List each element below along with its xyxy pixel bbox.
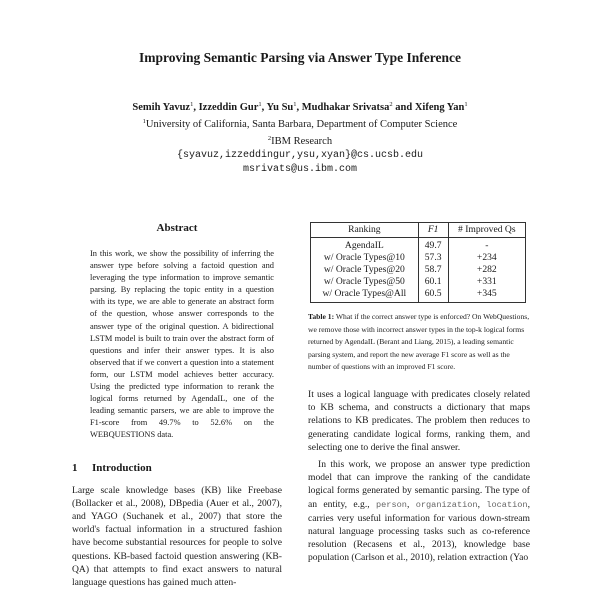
caption-label: Table 1:	[308, 312, 335, 321]
table-header-row	[311, 223, 526, 238]
table-caption	[308, 311, 530, 374]
cell-ranking: w/ Oracle Types@20	[311, 264, 419, 276]
table-row	[311, 238, 526, 253]
right-body-text	[308, 388, 530, 565]
author-sup: 1	[190, 101, 194, 108]
cell-improved: +282	[448, 264, 525, 276]
affiliation-line	[0, 132, 600, 149]
table-row	[311, 264, 526, 276]
cell-improved: -	[448, 238, 525, 253]
affiliation-sup: 2	[267, 135, 272, 142]
author-name: Izzeddin Gur	[198, 102, 259, 113]
cell-ranking: w/ Oracle Types@50	[311, 276, 419, 288]
table-row	[311, 276, 526, 288]
abstract-text: In this work, we show the possibility of inferring the answer type before solving a factoid question and leveraging the type information to improve semantic parsing. By replacing the topic entity in a question with its type, we are able to generate an abstract form of the question, whose answer corresponds to the answer type of the original question. A bidirectional LSTM model is built to train over the abstract form of questions and infer their answer types. It is also observed that if we convert a question into a statement form, our LSTM model achieves better accuracy. Using the predicted type information to rerank the logical forms returned by AgendaIL, one of the leading semantic parsers, we are able to improve the F1-score from 49.7% to 52.6% on the WEBQUESTIONS data.	[90, 249, 274, 440]
intro-text: Large scale knowledge bases (KB) like Freebase (Bollacker et al., 2008), DBpedia (Auer et al., 2007), and YAGO (Suchanek et al., 2007) that store the world's factual information in a structured fashion have become substantial resources for people to solve questions. KB-based factoid question answering (KB-QA) that attempts to find exact answers to natural language questions has gained much atten-	[72, 484, 282, 588]
cell-f1: 49.7	[418, 238, 448, 253]
author-sep: ,	[261, 102, 267, 113]
cell-ranking: w/ Oracle Types@10	[311, 252, 419, 264]
author-sup: 2	[389, 101, 393, 108]
header-improved: # Improved Qs	[448, 223, 525, 238]
email-line: msrivats@us.ibm.com	[242, 164, 358, 175]
results-table	[310, 222, 526, 303]
paragraph: It uses a logical language with predicates closely related to KB schema, and constructs a dictionary that maps relations to KB predicates. The problem then reduces to generating candidate logical forms, ranking them, and selecting one to derive the final answer.	[308, 388, 530, 453]
author-sup: 1	[258, 101, 262, 108]
author-sup: 1	[293, 101, 297, 108]
author-sep: and	[392, 102, 415, 113]
cell-ranking: w/ Oracle Types@All	[311, 288, 419, 303]
affiliation-text: University of California, Santa Barbara, Department of Computer Science	[145, 119, 458, 130]
paragraph: In this work, we propose an answer type prediction model that can improve the ranking of the candidate logical forms generated by semantic parsing. The type of an entity, e.g., person, organization, location, carries very useful information for various down-stream natural language processing tasks such as co-reference resolution (Recasens et al., 2013), knowledge base population (Carlson et al., 2010), relation extraction (Yao	[308, 458, 530, 564]
caption-text: What if the correct answer type is enforced? On WebQuestions, we remove those with incorrect answer types in the top-k logical forms returned by AgendaIL (Berant and Liang, 2015), a leading semantic parsing system, and report the new average F1 score as well as the number of questions with an improved F1 score.	[308, 312, 530, 372]
author-block	[0, 98, 600, 177]
cell-f1: 58.7	[418, 264, 448, 276]
section-number: 1	[72, 461, 78, 474]
header-ranking: Ranking	[311, 223, 419, 238]
table-row	[311, 288, 526, 303]
header-f1: F1	[418, 223, 448, 238]
author-sep: ,	[193, 102, 199, 113]
paragraph-text: In this work, we propose an answer type prediction model that can improve the ranking of the candidate logical forms generated by semantic parsing. The type of an entity, e.g.,	[308, 458, 530, 510]
author-name: Xifeng Yan	[414, 102, 465, 113]
author-name: Semih Yavuz	[132, 102, 191, 113]
affiliation-line	[0, 115, 600, 132]
affiliation-text: IBM Research	[271, 136, 333, 147]
type-term: location	[486, 499, 528, 510]
table-row	[311, 252, 526, 264]
section-title: Introduction	[92, 461, 152, 474]
cell-improved: +331	[448, 276, 525, 288]
section-heading	[72, 462, 282, 474]
cell-f1: 60.5	[418, 288, 448, 303]
email-line: {syavuz,izzeddingur,ysu,xyan}@cs.ucsb.edu	[176, 150, 424, 161]
cell-ranking: AgendaIL	[311, 238, 419, 253]
cell-f1: 57.3	[418, 252, 448, 264]
author-name: Yu Su	[266, 102, 294, 113]
left-column	[72, 222, 282, 589]
type-term: organization	[415, 499, 478, 510]
abstract-heading: Abstract	[156, 222, 198, 234]
paragraph-text: , carries very useful information for various down-stream natural language processing tasks such as co-reference resolution (Recasens et al., 2013), knowledge base population (Carlson et al., 2010), relation extraction (Yao	[308, 498, 530, 564]
cell-improved: +345	[448, 288, 525, 303]
author-sep: ,	[296, 102, 302, 113]
author-name: Mudhakar Srivatsa	[301, 102, 390, 113]
paper-title: Improving Semantic Parsing via Answer Type Inference	[138, 50, 461, 65]
cell-f1: 60.1	[418, 276, 448, 288]
affiliation-sup: 1	[142, 118, 146, 125]
right-column	[308, 222, 530, 565]
author-names	[0, 98, 600, 115]
cell-improved: +234	[448, 252, 525, 264]
type-term: person	[375, 499, 407, 510]
author-sup: 1	[464, 101, 468, 108]
